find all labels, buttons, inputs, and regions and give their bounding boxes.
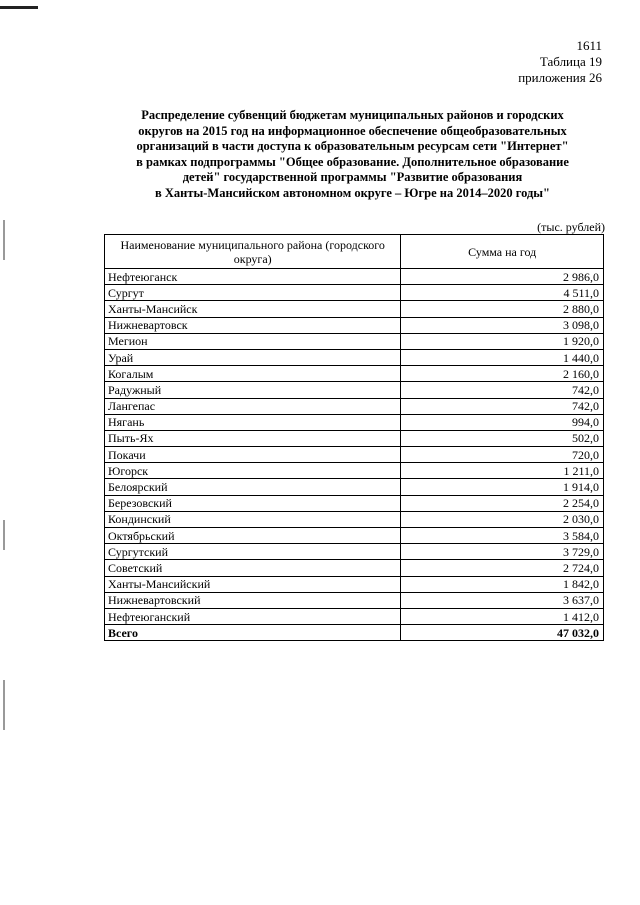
table-row [105,398,604,414]
table-row [105,301,604,317]
district-name: Березовский [105,495,401,511]
annual-amount: 3 729,0 [401,544,604,560]
annual-amount: 720,0 [401,447,604,463]
district-name: Ханты-Мансийск [105,301,401,317]
column-header-name: Наименование муниципального района (городского округа) [105,235,401,269]
table-row [105,576,604,592]
annual-amount: 1 211,0 [401,463,604,479]
district-name: Нижневартовский [105,592,401,608]
table-row [105,285,604,301]
page-number: 1611 [576,38,602,53]
total-label: Всего [105,625,401,641]
total-amount: 47 032,0 [401,625,604,641]
district-name: Нижневартовск [105,317,401,333]
annual-amount: 4 511,0 [401,285,604,301]
annual-amount: 1 914,0 [401,479,604,495]
district-name: Сургутский [105,544,401,560]
table-row [105,349,604,365]
annual-amount: 2 724,0 [401,560,604,576]
title-line: в Ханты-Мансийском автономном округе – Югре на 2014–2020 годы" [154,185,550,200]
scan-edge-mark [3,680,5,730]
annual-amount: 742,0 [401,382,604,398]
table-row [105,269,604,285]
district-name: Нефтеюганский [105,608,401,624]
table-body [105,269,604,641]
table-reference: Таблица 19 [539,54,602,69]
title-line: округов на 2015 год на информационное обеспечение общеобразовательных [138,123,567,138]
table-row [105,511,604,527]
annual-amount: 1 440,0 [401,349,604,365]
annual-amount: 994,0 [401,414,604,430]
district-name: Покачи [105,447,401,463]
document-title [100,108,605,202]
district-name: Радужный [105,382,401,398]
annual-amount: 1 412,0 [401,608,604,624]
annual-amount: 2 160,0 [401,366,604,382]
annual-amount: 742,0 [401,398,604,414]
table-row [105,366,604,382]
table-row [105,479,604,495]
annual-amount: 1 920,0 [401,333,604,349]
title-line: детей" государственной программы "Развитие образования [182,170,523,185]
district-name: Нефтеюганск [105,269,401,285]
units-label: (тыс. рублей) [537,220,605,234]
annual-amount: 3 584,0 [401,528,604,544]
district-name: Ханты-Мансийский [105,576,401,592]
district-name: Нягань [105,414,401,430]
district-name: Белоярский [105,479,401,495]
table-row [105,317,604,333]
annual-amount: 2 986,0 [401,269,604,285]
district-name: Кондинский [105,511,401,527]
district-name: Когалым [105,366,401,382]
appendix-reference: приложения 26 [518,70,602,85]
table-row [105,544,604,560]
document-header [518,38,602,86]
scan-edge-line [0,6,38,9]
scan-edge-mark [3,520,5,550]
annual-amount: 2 030,0 [401,511,604,527]
table-row [105,608,604,624]
title-line: Распределение субвенций бюджетам муниципальных районов и городских [141,108,564,122]
district-name: Урай [105,349,401,365]
table-row [105,560,604,576]
annual-amount: 2 254,0 [401,495,604,511]
table-row [105,447,604,463]
annual-amount: 502,0 [401,430,604,446]
table-row [105,382,604,398]
table-row [105,592,604,608]
title-line: организаций в части доступа к образовательным ресурсам сети "Интернет" [136,139,569,154]
annual-amount: 1 842,0 [401,576,604,592]
table-row [105,463,604,479]
district-name: Югорск [105,463,401,479]
scan-edge-mark [3,220,5,260]
district-name: Сургут [105,285,401,301]
district-name: Октябрьский [105,528,401,544]
table-row [105,430,604,446]
district-name: Мегион [105,333,401,349]
district-name: Лангепас [105,398,401,414]
annual-amount: 3 637,0 [401,592,604,608]
district-name: Советский [105,560,401,576]
title-line: в рамках подпрограммы "Общее образование. Дополнительное образование [136,154,569,169]
table-row [105,495,604,511]
table-row [105,414,604,430]
annual-amount: 3 098,0 [401,317,604,333]
annual-amount: 2 880,0 [401,301,604,317]
subvention-table [104,234,604,641]
total-row [105,625,604,641]
table-row [105,333,604,349]
table-header-row [105,235,604,269]
table-row [105,528,604,544]
district-name: Пыть-Ях [105,430,401,446]
column-header-amount: Сумма на год [401,235,604,269]
